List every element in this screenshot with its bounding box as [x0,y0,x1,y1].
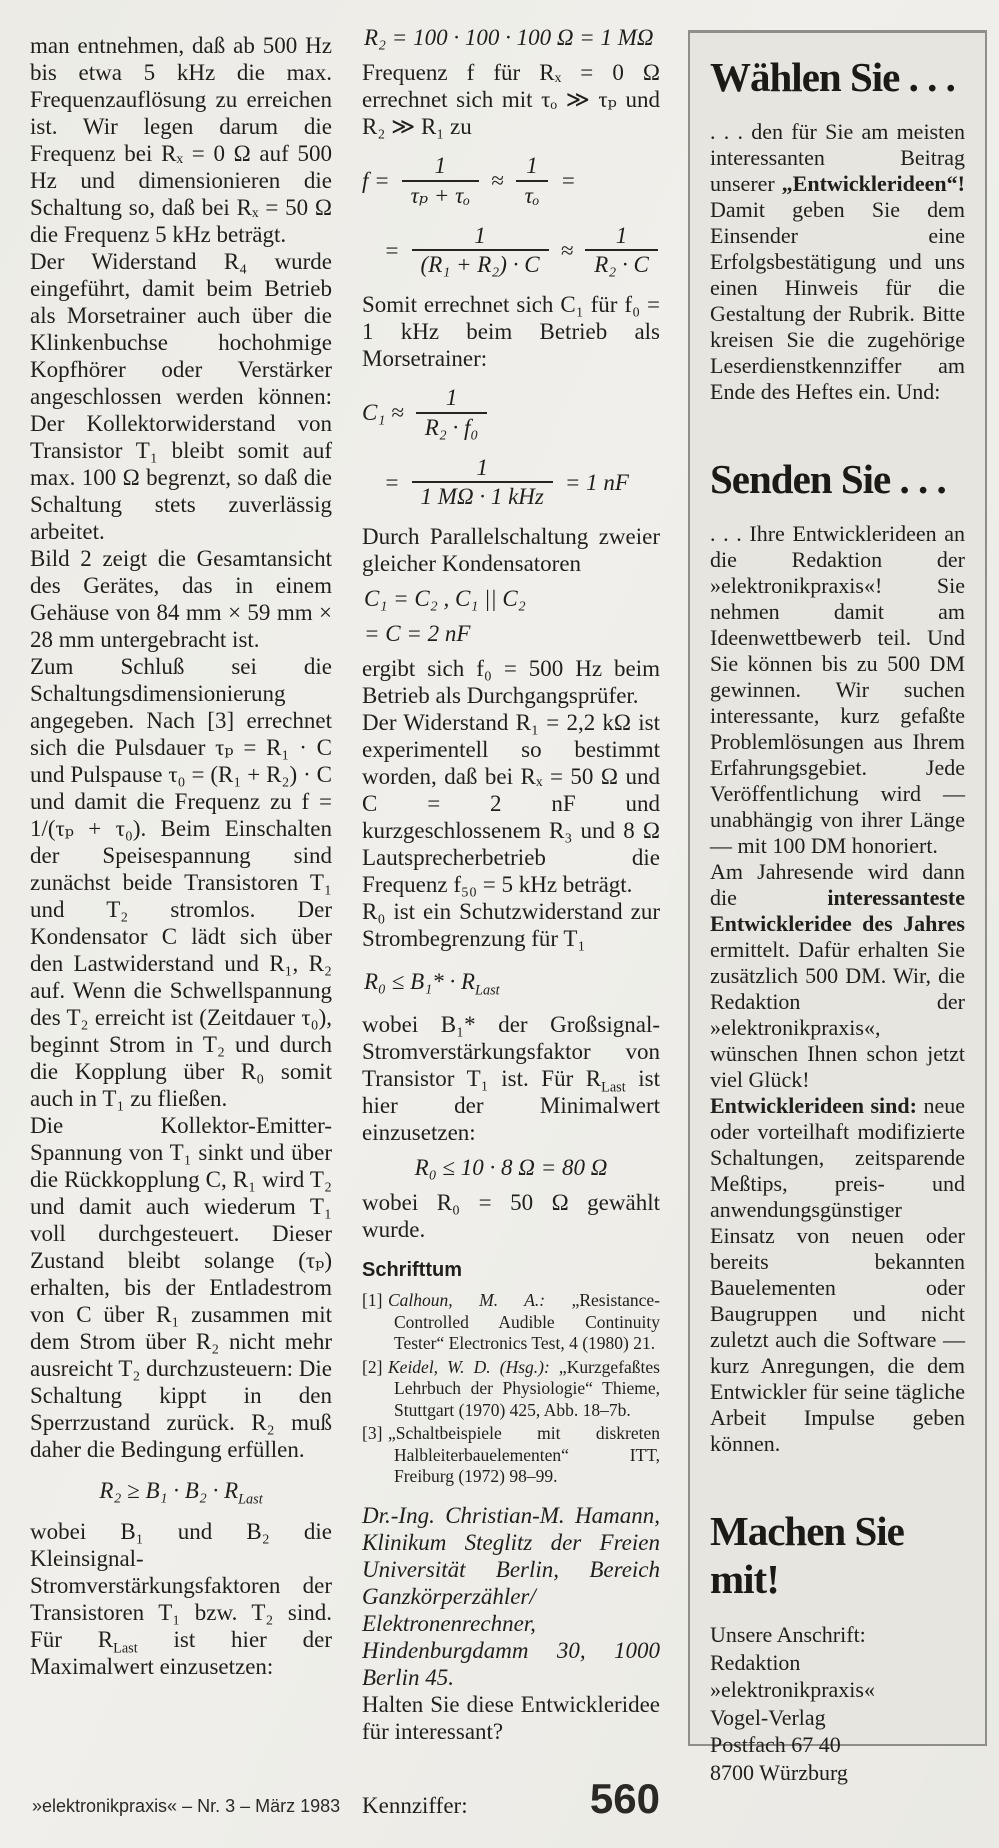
formula-c1-line1 [362,384,660,442]
address-line: »elektronikpraxis« [710,1677,875,1702]
formula-r0-main: R₀ ≤ B₁* · R [364,969,476,994]
formula-r2-condition-main: R₂ ≥ B₁ · B₂ · R [99,1478,239,1503]
paragraph-durch-parallel: Durch Parallelschaltung zweier gleicher Kondensatoren [362,524,660,576]
kennziffer-number: 560 [589,1774,660,1822]
kennziffer-row [362,1774,660,1822]
fraction [516,152,549,210]
senden-p3-bold: Entwicklerideen sind: [710,1093,917,1118]
fraction-numerator: 1 [476,454,488,480]
senden-p3-text: neue oder vorteilhaft modifizierte Schaltungen, zeitsparende Meßtips, preis- und anwendungsgünstiger Einsatz von neuen oder bereits bekannten Bauelementen oder Baugruppen und nicht zuletzt auch die Software — kurz Anregungen, die dem Entwickler für seine tägliche Arbeit Impulse geben können. [710,1093,965,1456]
fraction-numerator: 1 [474,222,486,248]
paragraph-wobei-b1-b2-tail: ist hier der Maximalwert einzusetzen: [30,1627,333,1679]
formula-f-line1 [362,152,660,210]
reference-label: [2] [362,1356,383,1377]
fraction [585,222,658,280]
address-line: Postfach 67 40 [710,1732,841,1757]
senden-p2-start: Am Jahresende wird dann die [710,859,965,910]
formula-r2-condition [30,1477,332,1508]
page-footer: »elektronikpraxis« – Nr. 3 – März 1983 [32,1796,341,1816]
waehlen-text-bold: „Entwicklerideen“! [781,171,965,196]
paragraph-wobei-b1star-text: wobei B₁* der Großsignal-Stromverstärkungsfaktor von Transistor T₁ ist. Für R [362,1012,660,1091]
fraction [402,152,479,210]
middle-column [362,16,661,1822]
heading-machen-sie-mit: Machen Sie mit! [710,1508,904,1602]
reference-text: „Kurzgefaßtes Lehrbuch der Physiologie“ Thieme, Stuttgart (1970) 425, Abb. 18–7b. [394,1356,660,1420]
paragraph-frequency-range: man entnehmen, daß ab 500 Hz bis etwa 5 kHz die max. Frequenzauflösung zu erreichen ist. Wir legen darum die Frequenz bei Rₓ = 0 Ω auf 500 Hz und dimensionieren die Schaltung so, daß bei Rₓ = 50 Ω die Frequenz 5 kHz beträgt. [30,33,332,247]
senden-p2-bold: interessanteste Entwickleridee des Jahres [710,885,965,936]
reference-item [362,1423,660,1488]
kennziffer-label: Kennziffer: [362,1792,468,1818]
formula-f-line2 [384,222,660,280]
reference-authors: Keidel, W. D. (Hsg.): [388,1356,550,1377]
formula-r0-value: R₀ ≤ 10 · 8 Ω = 80 Ω [414,1155,608,1180]
author-info: Dr.-Ing. Christian-M. Hamann, Klinikum Steglitz der Freien Universität Berlin, Bereich Ganzkörperzähler/ Elektronenrechner, Hindenburgdamm 30, 1000 Berlin 45. [362,1502,660,1690]
address-line: Unsere Anschrift: [710,1622,866,1647]
paragraph-bild2: Bild 2 zeigt die Gesamtansicht des Gerätes, das in einem Gehäuse von 84 mm × 59 mm × 28 mm untergebracht ist. [30,546,332,652]
fraction-denominator: (R₁ + R₂) · C [412,249,549,279]
paragraph-widerstand-r1: Der Widerstand R₁ = 2,2 kΩ ist experimentell so bestimmt worden, daß bei Rₓ = 50 Ω und C = 2 nF und kurzgeschlossenem R₃ und 8 Ω Lautsprecherbetrieb die Frequenz f₅₀ = 5 kHz beträgt. [362,710,660,897]
paragraph-dimensionierung: Zum Schluß sei die Schaltungsdimensionierung angegeben. Nach [3] errechnet sich die Pulsdauer τₚ = R₁ · C und Pulspause τ₀ = (R₁ + R₂) · C und damit die Frequenz zu f = 1/(τₚ + τ₀). Beim Einschalten der Speisespannung sind zunächst beide Transistoren T₁ und T₂ stromlos. Der Kondensator C lädt sich über den Lastwiderstand und R₁, R₂ auf. Wenn die Schwellspannung des T₂ erreicht ist (Zeitdauer τ₀), beginnt Strom in T₂ und durch die Kopplung über R₀ somit auch in T₁ zu fließen. [30,654,332,1111]
senden-paragraph-2 [710,859,965,1093]
senden-paragraph-3 [710,1093,965,1457]
formula-f-line2-approx: ≈ [560,237,574,263]
formula-c1-line2-result: = 1 nF [564,469,629,495]
reference-text: „Schaltbeispiele mit diskreten Halbleiterbauelementen“ ITT, Freiburg (1972) 98–99. [388,1423,660,1486]
fraction-numerator: 1 [445,385,458,410]
paragraph-somit: Somit errechnet sich C₁ für f₀ = 1 kHz beim Betrieb als Morsetrainer: [362,292,660,371]
heading-senden-sie: Senden Sie . . . [710,456,946,502]
paragraph-wobei-b1-b2-subscript: Last [113,1640,138,1657]
formula-r0-sub: Last [475,982,500,999]
schrifttum-heading: Schrifttum [362,1259,462,1281]
formula-f-line1-approx: ≈ [490,168,504,194]
fraction-numerator: 1 [434,153,447,178]
reference-text: „Resistance-Controlled Audible Continuity Tester“ Electronics Test, 4 (1980) 21. [394,1290,660,1353]
formula-parallel-line1: C₁ = C₂ , C₁ || C₂ [364,586,526,611]
paragraph-wobei-b1star-subscript: Last [601,1079,626,1096]
senden-paragraph-1: . . . Ihre Entwicklerideen an die Redaktion der »elektronikpraxis«! Sie nehmen damit am Ideenwettbewerb teil. Und Sie können bis zu 500 DM gewinnen. Wir suchen interessante, kurz gefaßte Problemlösungen aus Ihrem Erfahrungsgebiet. Jede Veröffentlichung wird — unabhängig von ihrer Länge — mit 100 DM honoriert. [710,521,965,858]
reference-item [362,1357,660,1422]
formula-c1-line2 [384,454,660,512]
paragraph-frequenz-f: Frequenz f für Rₓ = 0 Ω errechnet sich mit τₒ ≫ τₚ und R₂ ≫ R₁ zu [362,60,660,139]
fraction [412,454,553,512]
address-line: 8700 Würzburg [710,1759,848,1785]
fraction [416,384,488,442]
paragraph-wobei-r0: wobei R₀ = 50 Ω gewählt wurde. [362,1190,660,1242]
question-paragraph: Halten Sie diese Entwickleridee für interessant? [362,1691,660,1744]
address-block [710,1621,965,1786]
reader-action-box [688,30,987,1785]
left-column [30,32,332,1680]
waehlen-paragraph [710,119,965,405]
paragraph-ergibt: ergibt sich f₀ = 500 Hz beim Betrieb als Durchgangsprüfer. [362,656,660,708]
fraction-numerator: 1 [615,222,628,248]
waehlen-text-end: Damit geben Sie dem Einsender eine Erfolgsbestätigung und uns einen Hinweis für die Gestaltung der Rubrik. Bitte kreisen Sie die zugehörige Leserdienstkennziffer am Ende des Heftes ein. Und: [710,197,965,404]
fraction-denominator: R₂ · f₀ [416,412,488,442]
formula-c1-line1-lead: C₁ ≈ [362,400,404,426]
reference-label: [1] [362,1290,383,1310]
reference-list [362,1290,660,1488]
fraction-denominator: τₚ + τₒ [402,180,479,210]
fraction-numerator: 1 [526,153,538,178]
formula-f-line1-tail: = [560,168,576,194]
waehlen-text-start: . . . den für Sie am meisten interessanten Beitrag unserer [710,119,965,196]
formula-f-line2-lead: = [384,237,400,263]
fraction-denominator: R₂ · C [585,249,658,279]
formula-r2-condition-sub: Last [238,1491,263,1508]
formula-r2-value: R₂ = 100 · 100 · 100 Ω = 1 MΩ [364,25,654,50]
paragraph-kollektor-emitter: Die Kollektor-Emitter-Spannung von T₁ sinkt und über die Rückkopplung C, R₁ wird T₂ und damit auch wiederum T₁ voll durchgesteuert. Dieser Zustand bleibt solange (τₚ) erhalten, bis der Entladestrom von C über R₁ zusammen mit dem Strom über R₂ nicht mehr ausreicht T₂ durchzusteuern: Die Schaltung kippt in den Sperrzustand zurück. R₂ muß daher die Bedingung erfüllen. [30,1113,333,1462]
paragraph-widerstand-r4: Der Widerstand R₄ wurde eingeführt, damit beim Betrieb als Morsetrainer auch über die Klinkenbuchse hochohmige Kopfhörer oder Verstärker angeschlossen werden können: Der Kollektorwiderstand von Transistor T₁ bleibt somit auf max. 100 Ω begrenzt, so daß die Schaltung stets zuverlässig arbeitet. [30,249,332,544]
address-line: Vogel-Verlag [710,1704,826,1730]
reference-item [362,1290,660,1355]
heading-waehlen-sie: Wählen Sie . . . [710,54,955,100]
fraction [412,222,549,280]
formula-r0 [364,968,660,999]
paragraph-wobei-b1-b2-text: wobei B₁ und B₂ die Kleinsignal-Stromverstärkungsfaktoren der Transistoren T₁ bzw. T₂ sind. Für R [30,1519,332,1652]
reference-label: [3] [362,1423,383,1443]
senden-p2-end: ermittelt. Dafür erhalten Sie zusätzlich 500 DM. Wir, die Redaktion der »elektronikpraxis«, wünschen Ihnen schon jetzt viel Glück! [710,937,965,1092]
paragraph-wobei-b1-b2 [30,1518,332,1680]
fraction-denominator: 1 MΩ · 1 kHz [412,481,553,511]
paragraph-r0-schutz: R₀ ist ein Schutzwiderstand zur Strombegrenzung für T₁ [362,899,660,951]
formula-c1-line2-lead: = [384,469,400,495]
address-line: Redaktion [710,1649,801,1675]
formula-f-line1-lead: f = [362,168,390,194]
fraction-denominator: τₒ [516,180,549,210]
formula-parallel-line2: = C = 2 nF [364,621,471,646]
paragraph-wobei-b1star-tail: ist hier der Minimalwert einzusetzen: [362,1066,661,1145]
reference-authors: Calhoun, M. A.: [388,1290,546,1310]
paragraph-wobei-b1star [362,1011,660,1146]
